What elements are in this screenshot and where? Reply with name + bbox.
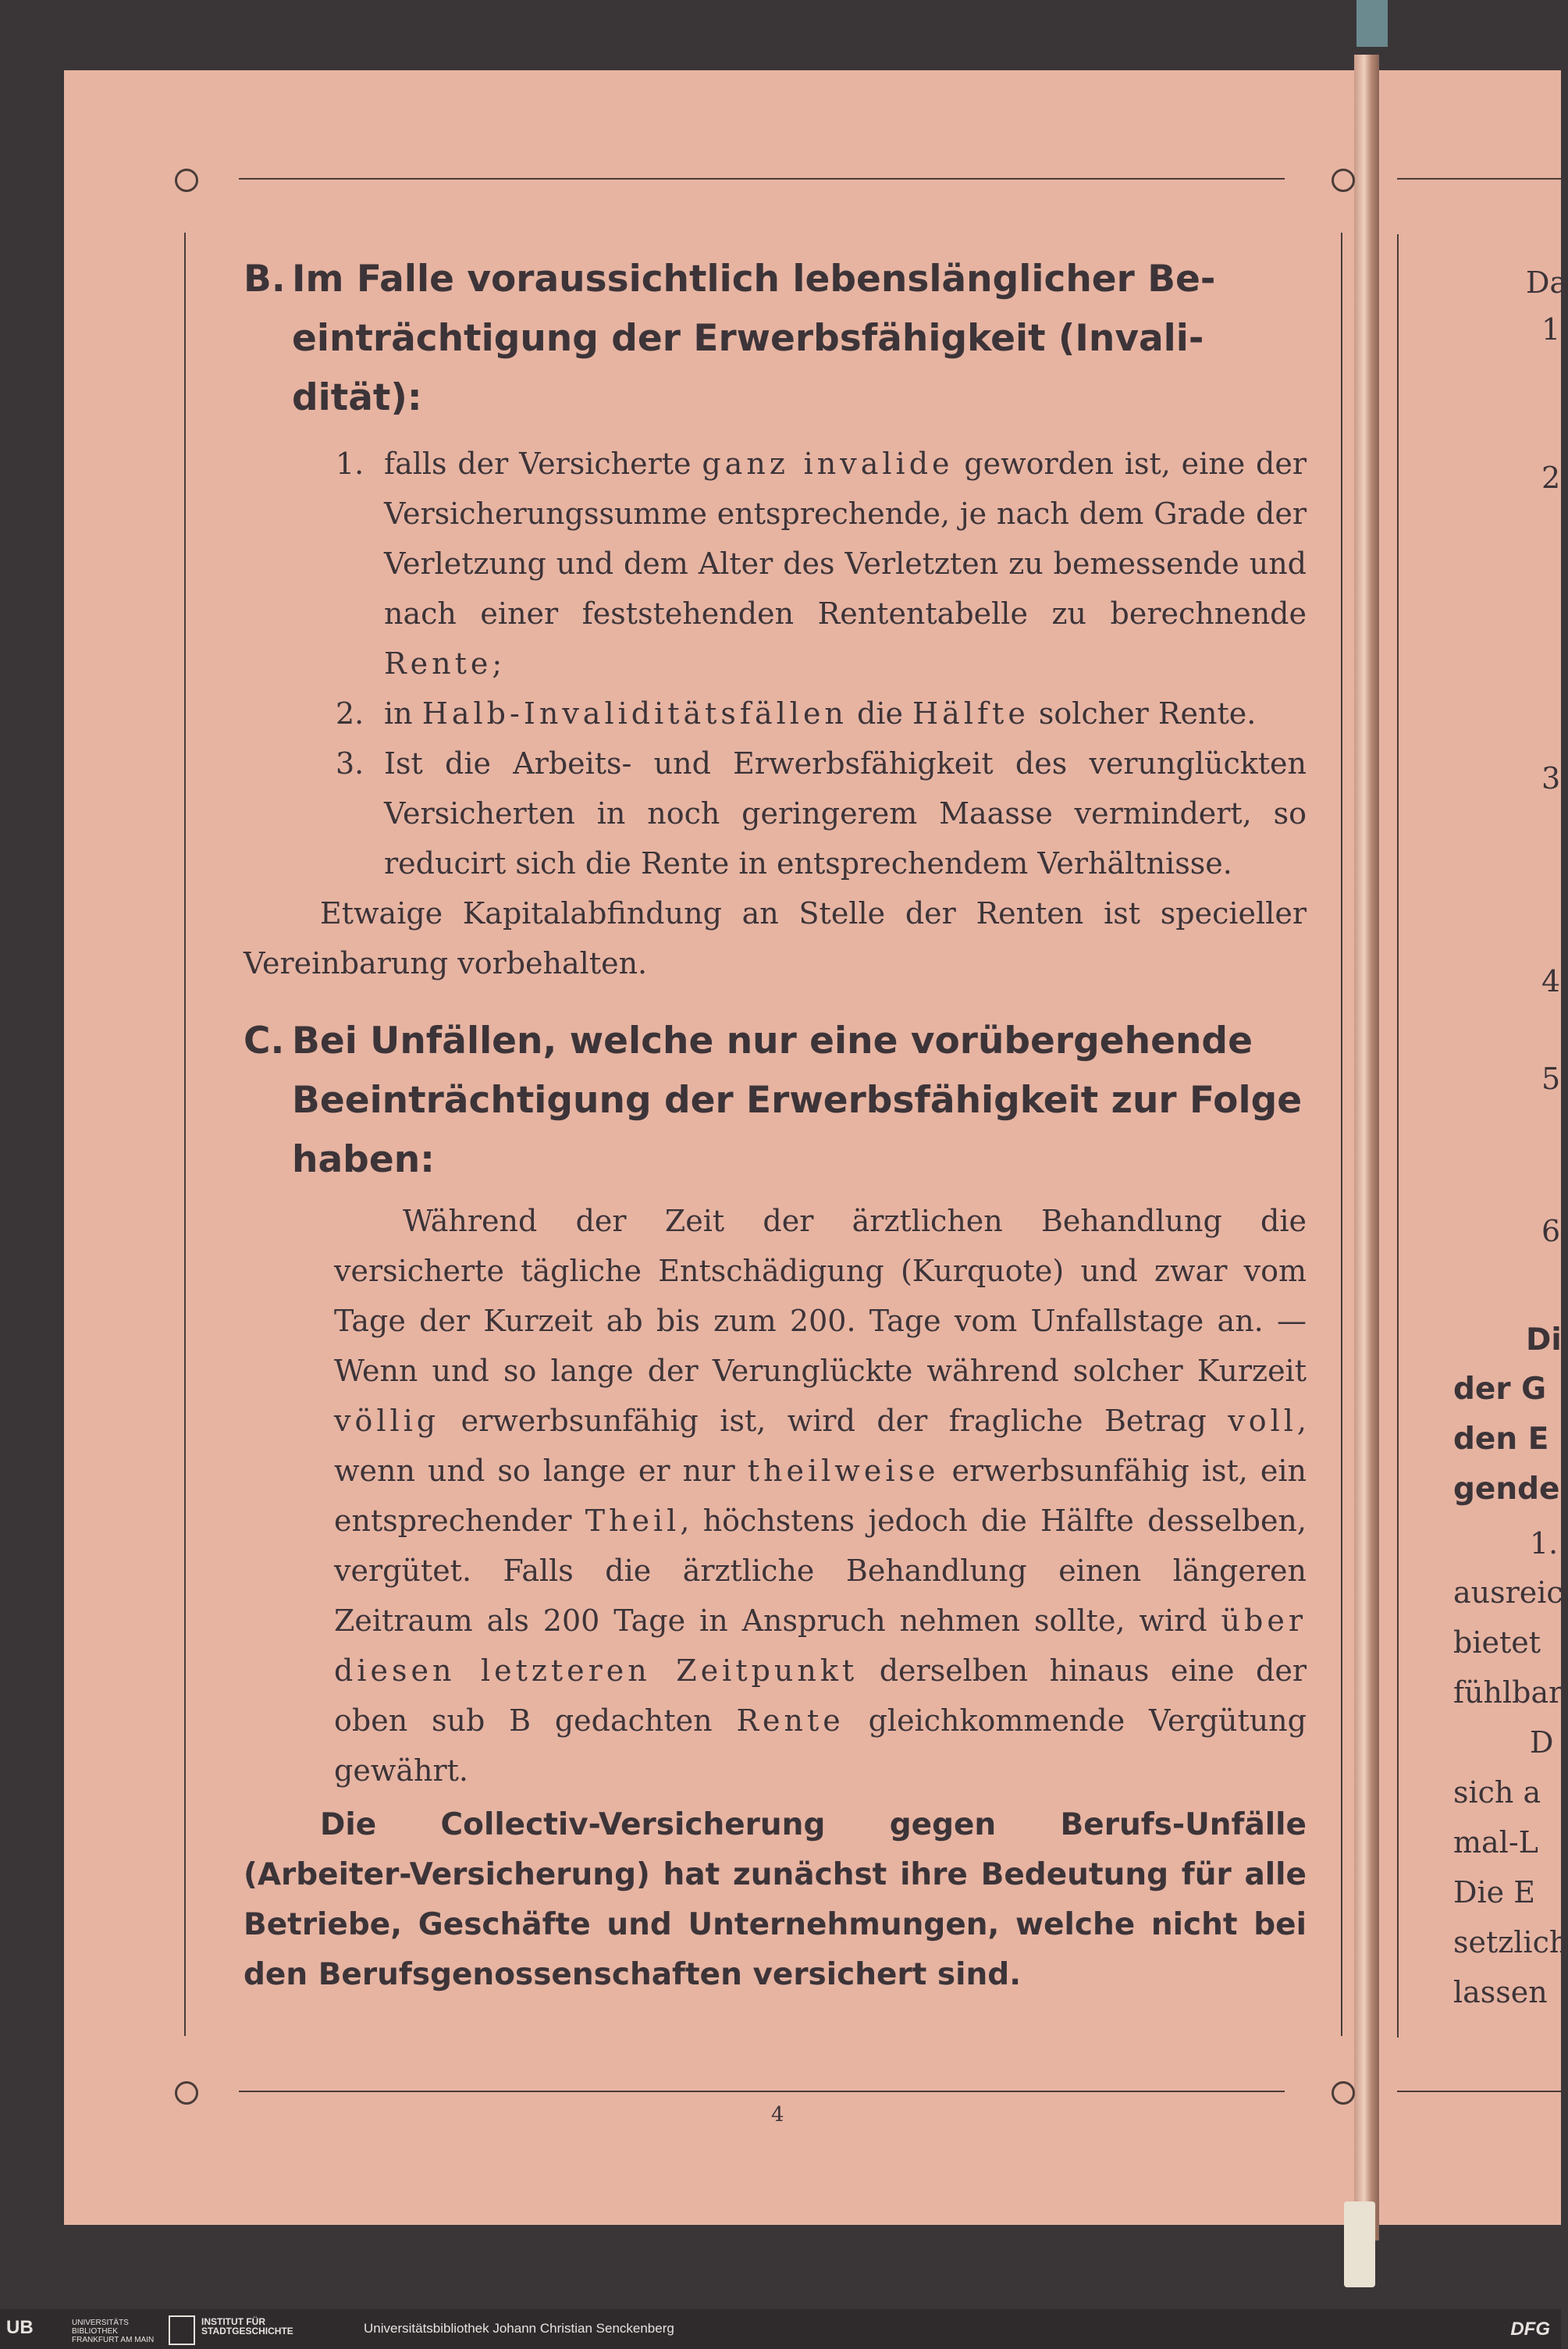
body-text: gleichkommende Vergütung gewährt. [334, 1703, 1307, 1788]
list-item [244, 689, 1307, 739]
institut-logo-text: INSTITUT FÜR STADTGESCHICHTE [201, 2316, 293, 2337]
right-fragment: Di [1526, 1322, 1562, 1358]
item-text: solcher Rente. [1029, 696, 1257, 731]
heading-line: Bei Unfällen, welche nur eine vorübergehende [292, 1020, 1253, 1062]
right-fragment: sich a [1453, 1775, 1541, 1810]
section-c-body [244, 1196, 1307, 1796]
heading-line: haben: [292, 1138, 435, 1181]
ub-logo: UB [6, 2317, 34, 2338]
emphasis-text: ganz invalide [702, 447, 954, 481]
body-text: derselben hinaus eine der oben sub B gedachten [334, 1653, 1307, 1738]
page-number: 4 [771, 2103, 784, 2127]
item-text: ; [492, 646, 503, 681]
item-number: 2. [336, 696, 364, 731]
item-text: geworden ist, eine der Versicherungssumme entsprechende, je nach dem Grade der Verletzung und dem Alter des Verletzten zu bemessende und nach einer feststehenden Rententabelle zu berechnende [384, 447, 1307, 631]
page-content [244, 250, 1307, 2000]
right-fragment: 4 [1541, 964, 1561, 998]
right-fragment: ausreic [1453, 1575, 1563, 1610]
body-text: erwerbsunfähig ist, ein entsprechender [334, 1454, 1307, 1538]
list-item [244, 439, 1307, 689]
section-b-heading [244, 250, 1307, 428]
emphasis-text: Hälfte [912, 696, 1029, 731]
right-fragment: 1 [1541, 312, 1561, 347]
emphasis-text: Halb-Invaliditätsfällen [421, 696, 848, 731]
right-fragment: 1. [1530, 1526, 1559, 1561]
emphasis-text: über diesen letzteren Zeitpunkt [334, 1603, 1307, 1688]
right-fragment: gende [1453, 1472, 1560, 1507]
right-fragment: 3 [1541, 761, 1561, 795]
right-fragment: Da [1526, 265, 1568, 300]
library-name: Universitätsbibliothek Johann Christian Senckenberg [364, 2321, 674, 2336]
heading-line: Beeinträchtigung der Erwerbsfähigkeit zur Folge [292, 1079, 1303, 1122]
right-fragment: setzlich [1453, 1925, 1568, 1959]
section-letter: B. [244, 258, 286, 301]
section-letter: C. [244, 1020, 285, 1062]
right-fragment: 5 [1541, 1062, 1561, 1096]
body-text: , wenn und so lange er nur [334, 1404, 1307, 1488]
item-text: die [847, 696, 913, 731]
body-text: , höchstens jedoch die Hälfte desselben, vergütet. Falls die ärztliche Behandlung einen längeren Zeitraum als 200 Tage in Anspruch nehmen sollte, wird [334, 1504, 1307, 1638]
dfg-logo: DFG [1510, 2319, 1550, 2340]
emphasis-text: voll [1228, 1404, 1297, 1438]
right-fragment: 6 [1541, 1214, 1561, 1248]
heading-line: einträchtigung der Erwerbsfähigkeit (Invali- [292, 317, 1204, 360]
book-spine [1354, 55, 1379, 2240]
emphasis-text: Rente [736, 1703, 844, 1738]
body-text: Während der Zeit der ärztlichen Behandlung die versicherte tägliche Entschädigung (Kurquote) und zwar vom Tage der Kurzeit ab bis zum 200. Tage vom Unfallstage an. — Wenn und so lange der Verunglückte während solcher Kurzeit [334, 1204, 1307, 1388]
heading-line: Im Falle voraussichtlich lebenslänglicher Be- [292, 258, 1216, 301]
body-text: erwerbsunfähig ist, wird der fragliche Betrag [439, 1404, 1228, 1438]
corner-ornament-icon [1332, 2081, 1355, 2105]
item-text: falls der Versicherte [384, 447, 702, 481]
library-footer [0, 2309, 1561, 2349]
final-paragraph: Die Collectiv-Versicherung gegen Berufs-Unfälle (Arbeiter-Versicherung) hat zunächst ihre Bedeutung für alle Betriebe, Geschäfte und Unternehmungen, welche nicht bei den Berufsgenossenschaften versichert sind. [244, 1807, 1307, 1992]
item-text: Ist die Arbeits- und Erwerbsfähigkeit des verunglückten Versicherten in noch geringerem Maasse vermindert, so reducirt sich die Rente in entsprechendem Verhältnisse. [384, 746, 1307, 881]
list-item [244, 739, 1307, 888]
emphasis-text: theilweise [747, 1454, 940, 1488]
right-fragment: Die E [1453, 1875, 1535, 1909]
right-fragment: D [1530, 1725, 1554, 1760]
right-fragment: den E [1453, 1422, 1549, 1457]
binding-pin [1344, 2201, 1375, 2287]
corner-ornament-icon [175, 169, 198, 192]
corner-ornament-icon [1332, 169, 1355, 192]
right-fragment: fühlbar [1453, 1675, 1563, 1710]
right-fragment: der G [1453, 1372, 1547, 1407]
corner-ornament-icon [175, 2081, 198, 2105]
emphasis-text: Theil [585, 1504, 681, 1538]
heading-line: dität): [292, 376, 422, 419]
binding-clip [1356, 0, 1388, 47]
section-c-heading [244, 1012, 1307, 1190]
right-fragment: bietet [1453, 1625, 1541, 1660]
emphasis-text: Rente [384, 646, 492, 681]
section-b-closing: Etwaige Kapitalabfindung an Stelle der Renten ist specieller Vereinbarung vorbehalten. [244, 896, 1307, 981]
item-number: 3. [336, 746, 364, 781]
emphasis-text: völlig [334, 1404, 440, 1438]
right-fragment: lassen [1453, 1975, 1548, 2009]
right-fragment: mal-L [1453, 1825, 1538, 1860]
item-text: in [384, 696, 422, 731]
item-number: 1. [336, 447, 364, 481]
ub-logo-text: UNIVERSITÄTS BIBLIOTHEK FRANKFURT AM MAIN [72, 2319, 155, 2344]
institut-logo-icon [169, 2315, 195, 2345]
right-fragment: 2 [1541, 461, 1561, 495]
